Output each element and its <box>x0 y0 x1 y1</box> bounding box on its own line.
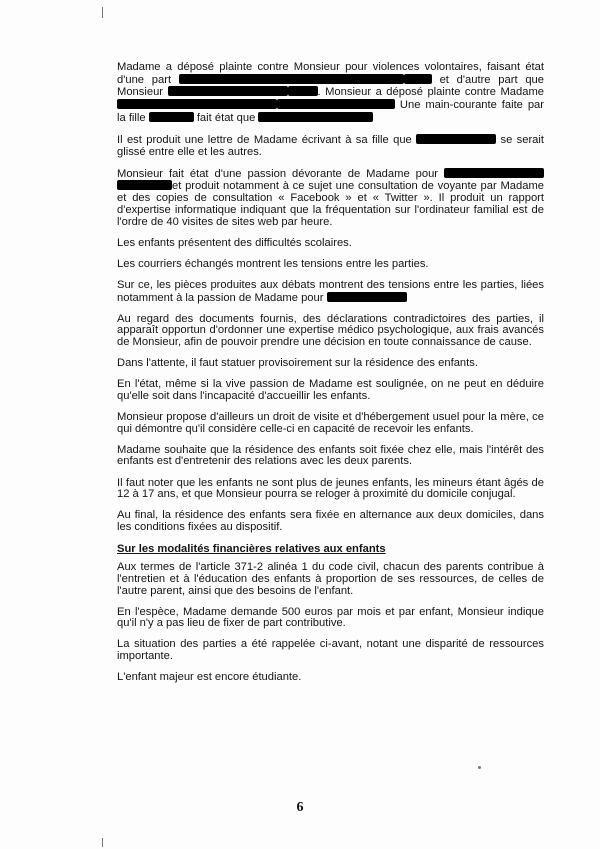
paragraph-complaints: Madame a déposé plainte contre Monsieur pour violences volontaires, faisant état d'une part et d'autre part que Monsieur . Monsieur a déposé plainte contre Madame Une main-courante faite par la fille fait état que <box>117 61 544 124</box>
paragraph-visitation: Monsieur propose d'ailleurs un droit de visite et d'hébergement usuel pour la mère, ce qui démontre qu'il considère celle-ci en capacité de recevoir les enfants. <box>117 410 544 435</box>
document-body <box>117 62 544 693</box>
redaction-bar <box>444 168 544 178</box>
paragraph-letter: Il est produit une lettre de Madame écrivant à sa fille que se serait glissé entre elle et les autres. <box>117 133 545 158</box>
paragraph-disparity: La situation des parties a été rappelée ci-avant, notant une disparité de ressources importante. <box>117 638 544 663</box>
redaction-bar <box>404 74 432 84</box>
paragraph-provisional: Dans l'attente, il faut statuer provisoirement sur la résidence des enfants. <box>117 357 478 370</box>
paragraph-demand: En l'espèce, Madame demande 500 euros par mois et par enfant, Monsieur indique qu'il n'y a pas lieu de fixer de part contributive. <box>117 605 544 630</box>
paragraph-ages: Il faut noter que les enfants ne sont plus de jeunes enfants, les mineurs étant âgés de 12 à 17 ans, et que Monsieur pourra se reloger à proximité du domicile conjugal. <box>117 476 544 501</box>
scan-speck <box>478 766 481 769</box>
page-number: 6 <box>296 800 304 815</box>
paragraph-alternation: Au final, la résidence des enfants sera fixée en alternance aux deux domiciles, dans les conditions fixées au dispositif. <box>117 509 544 534</box>
paragraph-wishes: Madame souhaite que la résidence des enfants soit fixée chez elle, mais l'intérêt des enfants est d'entretenir des relations avec les deux parents. <box>117 443 544 468</box>
paragraph-capacity: En l'état, même si la vive passion de Madame est soulignée, on ne peut en déduire qu'elle soit dans l'incapacité d'accueillir les enfants. <box>117 378 544 402</box>
redaction-bar <box>277 99 395 109</box>
paragraph-student: L'enfant majeur est encore étudiante. <box>117 671 302 684</box>
redaction-bar <box>168 86 288 96</box>
paragraph-letters-tension: Les courriers échangés montrent les tensions entre les parties. <box>117 257 429 270</box>
paragraph-expertise: Au regard des documents fournis, des déclarations contradictoires des parties, il apparaît opportun d'ordonner une expertise médico psychologique, aux frais avancés de Monsieur, afin de pouvoir prendre une décision en toute connaissance de cause. <box>117 312 544 348</box>
redaction-bar <box>117 99 277 109</box>
redaction-bar <box>179 74 404 84</box>
redaction-bar <box>149 112 194 122</box>
paragraph-evidence: Sur ce, les pièces produites aux débats montrent des tensions entre les parties, liées notamment à la passion de Madame pour <box>117 278 544 304</box>
scan-mark <box>102 838 103 847</box>
redaction-bar <box>288 86 318 96</box>
redaction-bar <box>117 180 172 190</box>
paragraph-passion: Monsieur fait état d'une passion dévorante de Madame pour et produit notamment à ce sujet une consultation de voyante par Madame et des copies de consultation « Facebook » et « Twitter ». Il produit un rapport d'expertise informatique indiquant que la fréquentation sur l'ordinateur familial est de l'ordre de 40 visites de sites web par heure. <box>117 167 544 228</box>
section-heading: Sur les modalités financières relatives aux enfants <box>117 543 386 556</box>
redaction-bar <box>327 292 407 302</box>
redaction-bar <box>258 112 373 122</box>
paragraph-school: Les enfants présentent des difficultés scolaires. <box>117 236 352 249</box>
scan-mark <box>102 7 103 18</box>
paragraph-article: Aux termes de l'article 371-2 alinéa 1 du code civil, chacun des parents contribue à l'entretien et à l'éducation des enfants à proportion de ses ressources, de celles de l'autre parent, ainsi que des besoins de l'enfant. <box>117 561 544 597</box>
redaction-bar <box>416 134 496 144</box>
